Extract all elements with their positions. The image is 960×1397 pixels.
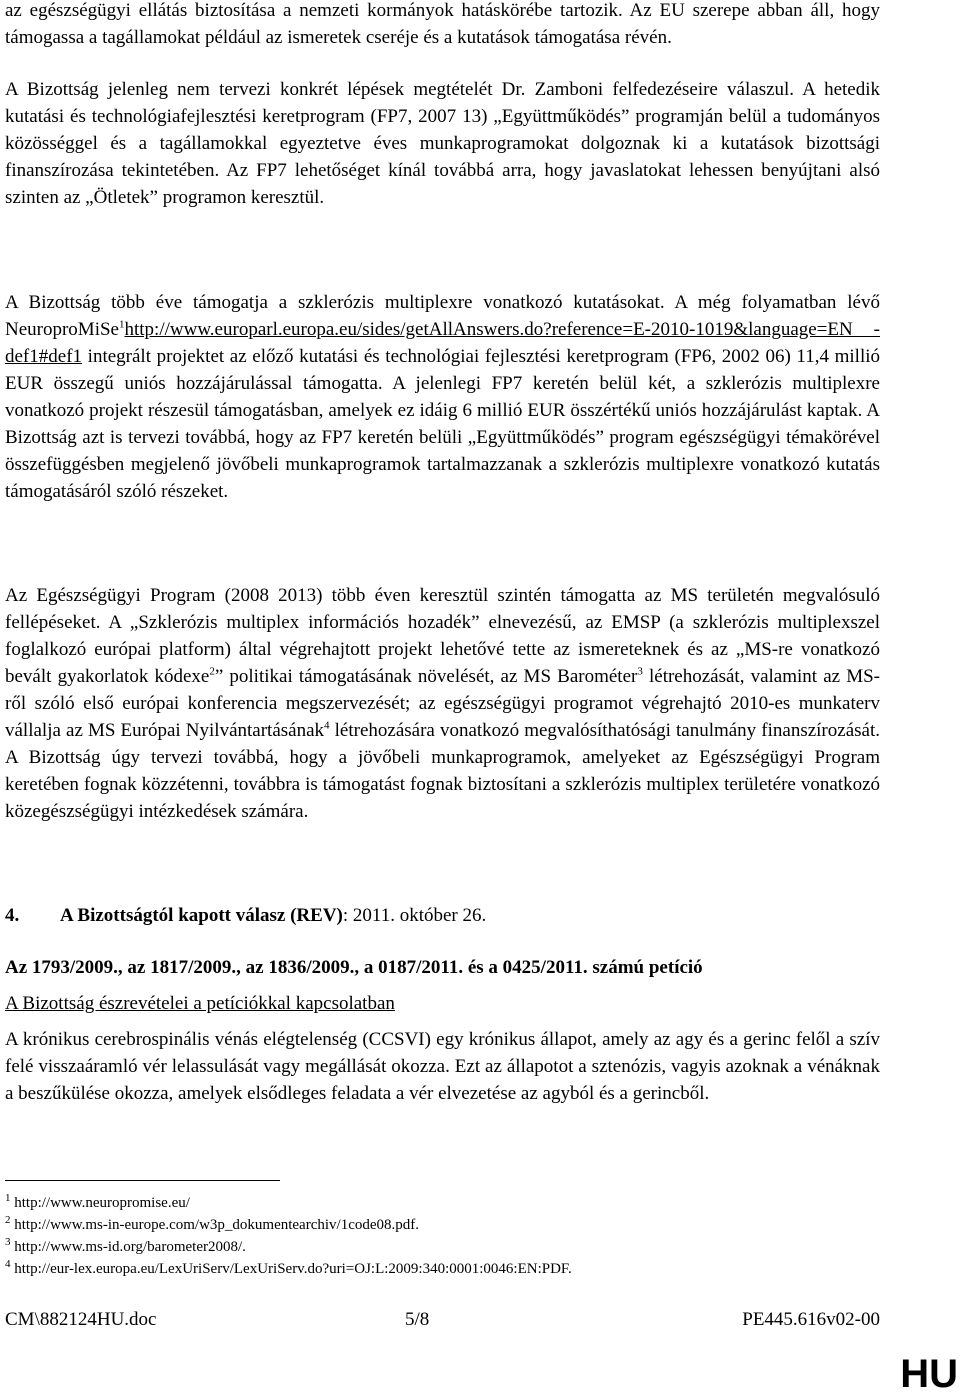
paragraph-5: A krónikus cerebrospinális vénás elégtelenség (CCSVI) egy krónikus állapot, amely az agy és a gerinc felől a szív felé visszaáramló vér lelassulását vagy megállását okozza. Ezt az állapotot a sztenózis, vagyis azoknak a vénáknak a beszűkülése okozza, amelyek elsődleges feladata a vér elvezetése az agyból és a gerincből.	[5, 1029, 880, 1104]
footnote-ref-4[interactable]: 4	[324, 719, 330, 732]
footnote-divider	[5, 1180, 280, 1181]
footer-doc-id: CM\882124HU.doc	[5, 1309, 157, 1330]
section-heading-4	[5, 902, 486, 929]
footnote-1	[5, 1192, 572, 1214]
paragraph-4-text-a: Az Egészségügyi Program (2008 2013) több éven keresztül szintén támogatta az MS területén megvalósuló fellépéseket. A „Szklerózis multiplex információs hozadék” elnevezésű, az EMSP (a szklerózis multiplexszel foglalkozó európai platform) által végrehajtott projekt lehetővé tette az ismereteknek és az „MS-re vonatkozó bevált gyakorlatok kódexe	[5, 585, 880, 687]
footnote-number: 4	[5, 1258, 11, 1270]
footnote-number: 2	[5, 1214, 11, 1226]
footnotes	[5, 1192, 572, 1280]
paragraph-4	[5, 582, 880, 825]
footer-ref: PE445.616v02-00	[742, 1309, 880, 1330]
footnote-4	[5, 1258, 572, 1280]
paragraph-4-text-d: létrehozására vonatkozó megvalósíthatósági tanulmány finanszírozását. A Bizottság úgy tervezi továbbá, hogy a jövőbeli munkaprogramok, amelyeket az Egészségügyi Program keretében fognak közzétenni, továbbra is támogatást fognak biztosítani a szklerózis multiplex területére vonatkozó közegészségügyi intézkedések számára.	[5, 720, 880, 822]
language-code: HU	[900, 1352, 958, 1396]
footnote-ref-3[interactable]: 3	[637, 665, 643, 678]
footnote-2	[5, 1214, 572, 1236]
section-date: : 2011. október 26.	[342, 905, 487, 926]
paragraph-1: az egészségügyi ellátás biztosítása a nemzeti kormányok hatáskörébe tartozik. Az EU szerepe abban áll, hogy támogassa a tagállamokat például az ismeretek cseréje és a kutatások támogatása révén.	[5, 0, 880, 48]
observations-heading: A Bizottság észrevételei a petíciókkal kapcsolatban	[5, 993, 395, 1014]
paragraph-3-text-a: A Bizottság több éve támogatja a szklerózis multiplexre vonatkozó kutatásokat. A még folyamatban lévő NeuroproMiSe	[5, 292, 880, 340]
footnote-url[interactable]: http://www.ms-in-europe.com/w3p_dokumentearchiv/1code08.pdf.	[14, 1217, 420, 1233]
paragraph-4-text-c: létrehozását, valamint az MS-ről szóló első európai konferencia megszervezését; az egészségügyi programot végrehajtó 2010-es munkaterv vállalja az MS Európai Nyilvántartásának	[5, 666, 881, 741]
footnote-3	[5, 1236, 572, 1258]
footnote-url[interactable]: http://www.ms-id.org/barometer2008/.	[14, 1239, 246, 1255]
paragraph-2: A Bizottság jelenleg nem tervezi konkrét lépések megtételét Dr. Zamboni felfedezéseire válaszul. A hetedik kutatási és technológiafejlesztési keretprogram (FP7, 2007 13) „Együttműködés” programján belül a tudományos közösséggel és a tagállamokkal egyeztetve éves munkaprogramokat dolgoznak ki a kutatások bizottsági finanszírozása tekintetében. Az FP7 lehetőséget kínál továbbá arra, hogy javaslatokat lehessen benyújtani alsó szinten az „Ötletek” programon keresztül.	[5, 79, 880, 208]
footnote-number: 1	[5, 1192, 11, 1204]
section-number: 4.	[5, 905, 20, 926]
footer-page-number: 5/8	[405, 1309, 430, 1330]
footnote-ref-2[interactable]: 2	[209, 665, 215, 678]
paragraph-3	[5, 289, 880, 505]
footnote-ref-1[interactable]: 1	[118, 318, 125, 331]
footnote-number: 3	[5, 1236, 11, 1248]
footnote-url[interactable]: http://www.neuropromise.eu/	[14, 1195, 190, 1211]
europarl-link[interactable]: http://www.europarl.europa.eu/sides/getAllAnswers.do?reference=E-2010-1019&language=EN - def1#def1	[5, 319, 880, 367]
paragraph-4-text-b: ” politikai támogatásának növelését, az MS Barométer	[214, 666, 638, 687]
paragraph-3-text-b: integrált projektet az előző kutatási és technológiai fejlesztési keretprogram (FP6, 2002 06) 11,4 millió EUR összegű uniós hozzájárulással támogatta. A jelenlegi FP7 keretén belül két, a szklerózis multiplexre vonatkozó projekt részesül támogatásban, amelyek ez idáig 6 millió EUR összértékű uniós hozzájárulást kaptak. A Bizottság azt is tervezi továbbá, hogy az FP7 keretén belüli „Együttműködés” program egészségügyi témakörével összefüggésben megjelenő jövőbeli munkaprogramok tartalmazzanak a szklerózis multiplexre vonatkozó kutatás támogatásáról szóló részeket.	[5, 346, 880, 502]
footnote-url[interactable]: http://eur-lex.europa.eu/LexUriServ/LexUriServ.do?uri=OJ:L:2009:340:0001:0046:EN:PDF.	[14, 1261, 572, 1277]
section-title: A Bizottságtól kapott válasz (REV)	[60, 905, 343, 926]
petitions-heading: Az 1793/2009., az 1817/2009., az 1836/2009., a 0187/2011. és a 0425/2011. számú petíció	[5, 957, 703, 978]
